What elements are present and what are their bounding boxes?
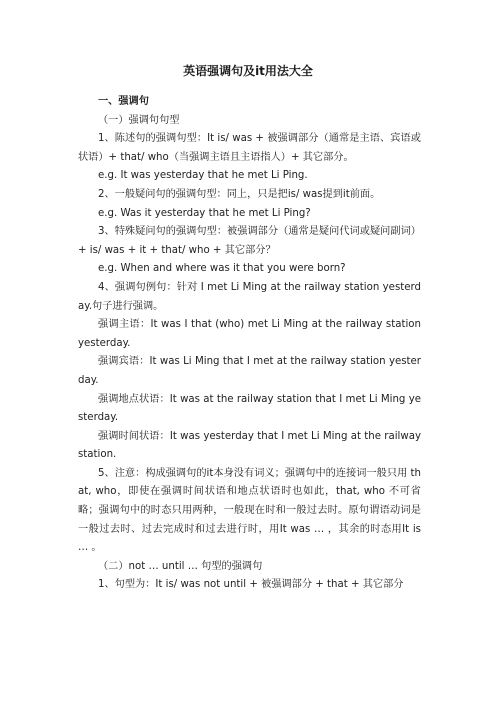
example-paragraph: 强调宾语：It was Li Ming that I met at the railway station yesterday. bbox=[78, 356, 421, 386]
example-paragraph: 强调主语：It was I that (who) met Li Ming at the railway station yesterday. bbox=[78, 319, 421, 349]
document-body bbox=[78, 93, 421, 595]
paragraph: 4、强调句例句：针对 I met Li Ming at the railway station yesterday.句子进行强调。 bbox=[78, 281, 421, 312]
paragraph: 2、一般疑问句的强调句型：同上，只是把is/ was提到it前面。 bbox=[98, 188, 381, 200]
example-sentence: e.g. When and where was it that you were born? bbox=[98, 263, 346, 275]
example-sentence: e.g. Was it yesterday that he met Li Ping? bbox=[98, 207, 311, 219]
document-title: 英语强调句及it用法大全 bbox=[183, 64, 313, 78]
example-paragraph: 强调地点状语：It was at the railway station that I met Li Ming yesterday. bbox=[78, 393, 421, 424]
paragraph: 3、特殊疑问句的强调句型：被强调部分（通常是疑问代词或疑问副词）+ is/ was + it + that/ who + 其它部分？ bbox=[78, 226, 421, 256]
note-paragraph: 5、注意：构成强调句的it本身没有词义；强调句中的连接词一般只用 that, who，即使在强调时间状语和地点状语时也如此，that, who 不可省略；强调句中的时态只用两种，一般现在时和一般过去时。原句谓语动词是一般过去时、过去完成时和过去进行时，用It was … ，其余的时态用It is … 。 bbox=[78, 467, 421, 554]
example-paragraph: 强调时间状语：It was yesterday that I met Li Ming at the railway station. bbox=[78, 430, 421, 461]
paragraph: 1、陈述句的强调句型：It is/ was + 被强调部分（通常是主语、宾语或状语）+ that/ who（当强调主语且主语指人）+ 其它部分。 bbox=[78, 133, 421, 163]
example-sentence: e.g. It was yesterday that he met Li Ping. bbox=[98, 170, 308, 182]
subsection-heading: （二）not … until … 句型的强调句 bbox=[98, 560, 263, 572]
subsection-heading: （一）强调句句型 bbox=[98, 114, 180, 126]
section-heading: 一、强调句 bbox=[98, 96, 149, 107]
paragraph: 1、句型为：It is/ was not until + 被强调部分 + that + 其它部分 bbox=[98, 579, 404, 591]
